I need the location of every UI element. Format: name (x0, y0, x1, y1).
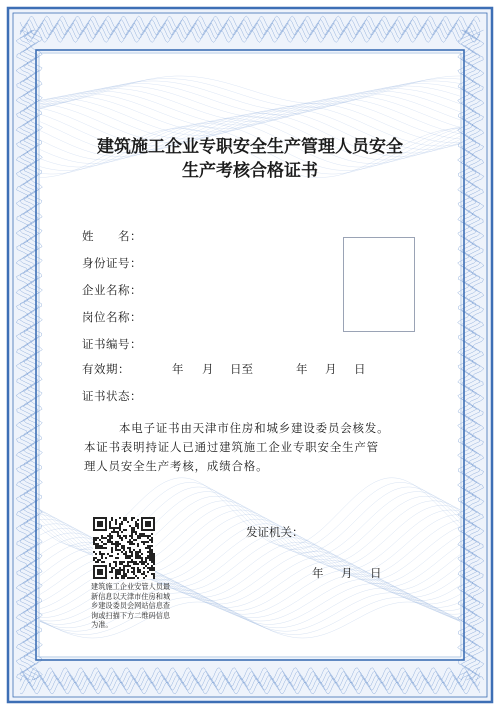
statement-line-3: 理人员安全生产考核，成绩合格。 (84, 459, 269, 473)
validity-year-1: 年 (172, 362, 184, 376)
photo-placeholder (343, 237, 415, 332)
field-id-number-label: 身份证号： (82, 256, 142, 270)
field-status-label: 证书状态： (82, 389, 142, 403)
validity-year-2: 年 (296, 362, 308, 376)
statement-line-1: 本电子证书由天津市住房和城乡建设委员会核发。 (119, 421, 390, 435)
title-line-1: 建筑施工企业专职安全生产管理人员安全 (97, 137, 403, 157)
field-position-label: 岗位名称： (82, 310, 142, 324)
validity-day-2: 日 (354, 362, 366, 376)
field-name-label: 姓 名： (82, 229, 142, 243)
qr-note: 建筑施工企业安管人员最新信息以天津市住房和城乡建设委员会网站信息查询或扫描下方二维码信息为准。 (91, 582, 171, 629)
validity-month-2: 月 (325, 362, 337, 376)
statement-line-2: 本证书表明持证人已通过建筑施工企业专职安全生产管 (84, 440, 379, 454)
issue-year: 年 (312, 566, 324, 580)
issue-day: 日 (370, 566, 382, 580)
validity-month-1: 月 (202, 362, 214, 376)
issue-month: 月 (341, 566, 353, 580)
title-line-2: 生产考核合格证书 (182, 161, 318, 181)
issuer-label: 发证机关： (246, 525, 304, 539)
field-validity-label: 有效期： (82, 362, 130, 376)
qr-code[interactable] (93, 517, 155, 579)
validity-day-to: 日至 (230, 362, 253, 376)
field-company-label: 企业名称： (82, 283, 142, 297)
field-cert-number-label: 证书编号： (82, 337, 142, 351)
